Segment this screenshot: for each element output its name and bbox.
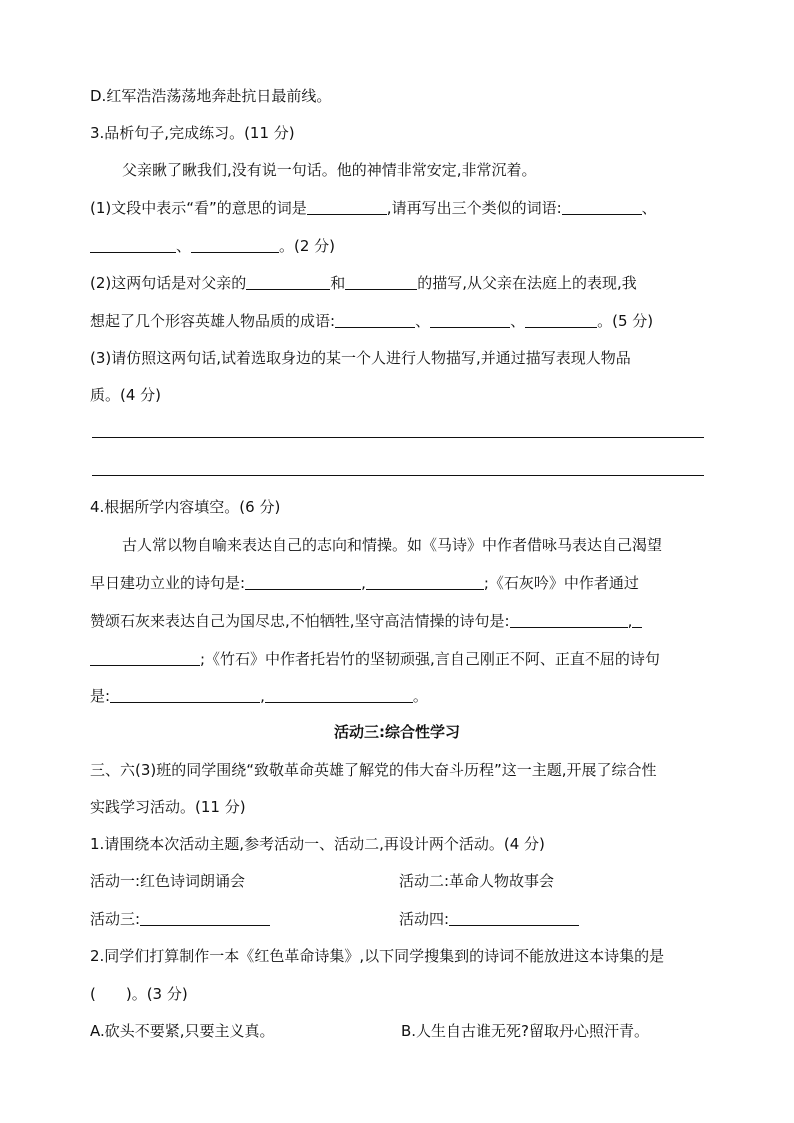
answer-blank[interactable] bbox=[90, 649, 200, 666]
q3-p2-text-c: 的描写,从父亲在法庭上的表现,我 bbox=[417, 274, 637, 292]
q4-l5-end: 。 bbox=[412, 687, 428, 705]
answer-blank[interactable] bbox=[449, 909, 579, 926]
activity-one: 活动一:红色诗词朗诵会 bbox=[90, 872, 246, 890]
q4-l4-text-a: ;《竹石》中作者托岩竹的坚韧顽强,言自己刚正不阿、正直不屈的诗句 bbox=[200, 650, 660, 668]
q4-l5-text-a: 是: bbox=[90, 687, 111, 705]
separator: 、 bbox=[510, 312, 526, 330]
activity-intro-line1: 三、六(3)班的同学围绕“致敬革命英雄了解党的伟大奋斗历程”这一主题,开展了综合性 bbox=[90, 761, 657, 779]
answer-blank[interactable] bbox=[90, 236, 176, 253]
answer-blank[interactable] bbox=[525, 311, 597, 328]
section-heading: 活动三:综合性学习 bbox=[334, 723, 460, 741]
activity-intro-line2: 实践学习活动。(11 分) bbox=[90, 798, 246, 816]
comma: , bbox=[361, 574, 366, 592]
answer-blank[interactable] bbox=[430, 311, 510, 328]
answer-blank[interactable] bbox=[265, 686, 413, 703]
option-b: B.人生自古谁无死?留取丹心照汗青。 bbox=[401, 1022, 650, 1040]
q3-part1-line1 bbox=[90, 198, 657, 218]
q2-option-d: D.红军浩浩荡荡地奔赴抗日最前线。 bbox=[90, 87, 332, 105]
q3-part3-line2: 质。(4 分) bbox=[90, 386, 162, 404]
q4-line2 bbox=[90, 573, 639, 593]
answer-blank[interactable] bbox=[246, 273, 330, 290]
answer-blank[interactable] bbox=[562, 198, 642, 215]
q4-l5-text-b: , bbox=[260, 687, 265, 705]
activity-three-label: 活动三: bbox=[90, 910, 141, 928]
activity-three-row bbox=[90, 909, 270, 929]
answer-blank[interactable] bbox=[191, 236, 279, 253]
q4-line1: 古人常以物自喻来表达自己的志向和情操。如《马诗》中作者借咏马表达自己渴望 bbox=[122, 536, 663, 554]
q3-part3-line1: (3)请仿照这两句话,试着选取身边的某一个人进行人物描写,并通过描写表现人物品 bbox=[90, 349, 631, 367]
answer-blank[interactable] bbox=[510, 611, 628, 628]
answer-blank[interactable] bbox=[366, 573, 484, 590]
q3-p2-end: 。(5 分) bbox=[597, 312, 654, 330]
separator: 、 bbox=[176, 237, 192, 255]
q4-l3-text-b: , bbox=[627, 612, 633, 630]
separator: 、 bbox=[641, 199, 657, 217]
answer-blank[interactable] bbox=[632, 611, 642, 628]
writing-line[interactable] bbox=[92, 437, 704, 438]
q4-line5 bbox=[90, 686, 428, 706]
q3-p2-text-a: (2)这两句话是对父亲的 bbox=[90, 274, 247, 292]
q3-part2-line2 bbox=[90, 311, 653, 331]
answer-blank[interactable] bbox=[245, 573, 361, 590]
q3-p2-text-b: 和 bbox=[330, 274, 346, 292]
q3-part2-line1 bbox=[90, 273, 637, 293]
activity-q2-paren: ( )。(3 分) bbox=[90, 985, 188, 1003]
q4-l2-text-a: 早日建功立业的诗句是: bbox=[90, 574, 246, 592]
q3-p1-end: 。(2 分) bbox=[279, 237, 336, 255]
option-a: A.砍头不要紧,只要主义真。 bbox=[90, 1022, 275, 1040]
activity-four-row bbox=[399, 909, 579, 929]
q4-line4 bbox=[90, 649, 660, 669]
answer-blank[interactable] bbox=[345, 273, 417, 290]
q4-l2-text-b: ;《石灰吟》中作者通过 bbox=[483, 574, 639, 592]
q3-title: 3.品析句子,完成练习。(11 分) bbox=[90, 124, 295, 142]
activity-two: 活动二:革命人物故事会 bbox=[399, 872, 555, 890]
q4-line3 bbox=[90, 611, 642, 631]
activity-four-label: 活动四: bbox=[399, 910, 450, 928]
answer-blank[interactable] bbox=[140, 909, 270, 926]
separator: 、 bbox=[415, 312, 431, 330]
answer-blank[interactable] bbox=[307, 198, 387, 215]
q4-title: 4.根据所学内容填空。(6 分) bbox=[90, 498, 281, 516]
activity-q2: 2.同学们打算制作一本《红色革命诗集》,以下同学搜集到的诗词不能放进这本诗集的是 bbox=[90, 947, 665, 965]
answer-blank[interactable] bbox=[110, 686, 260, 703]
q3-p1-text-b: ,请再写出三个类似的词语: bbox=[386, 199, 562, 217]
q3-p2-text-d: 想起了几个形容英雄人物品质的成语: bbox=[90, 312, 336, 330]
q3-part1-line2 bbox=[90, 236, 335, 256]
q4-l3-text-a: 赞颂石灰来表达自己为国尽忠,不怕牺牲,坚守高洁情操的诗句是: bbox=[90, 612, 510, 630]
activity-q1: 1.请围绕本次活动主题,参考活动一、活动二,再设计两个活动。(4 分) bbox=[90, 835, 545, 853]
q3-passage: 父亲瞅了瞅我们,没有说一句话。他的神情非常安定,非常沉着。 bbox=[122, 161, 537, 179]
writing-line[interactable] bbox=[92, 475, 704, 476]
q3-p1-text-a: (1)文段中表示“看”的意思的词是 bbox=[90, 199, 307, 217]
answer-blank[interactable] bbox=[335, 311, 415, 328]
